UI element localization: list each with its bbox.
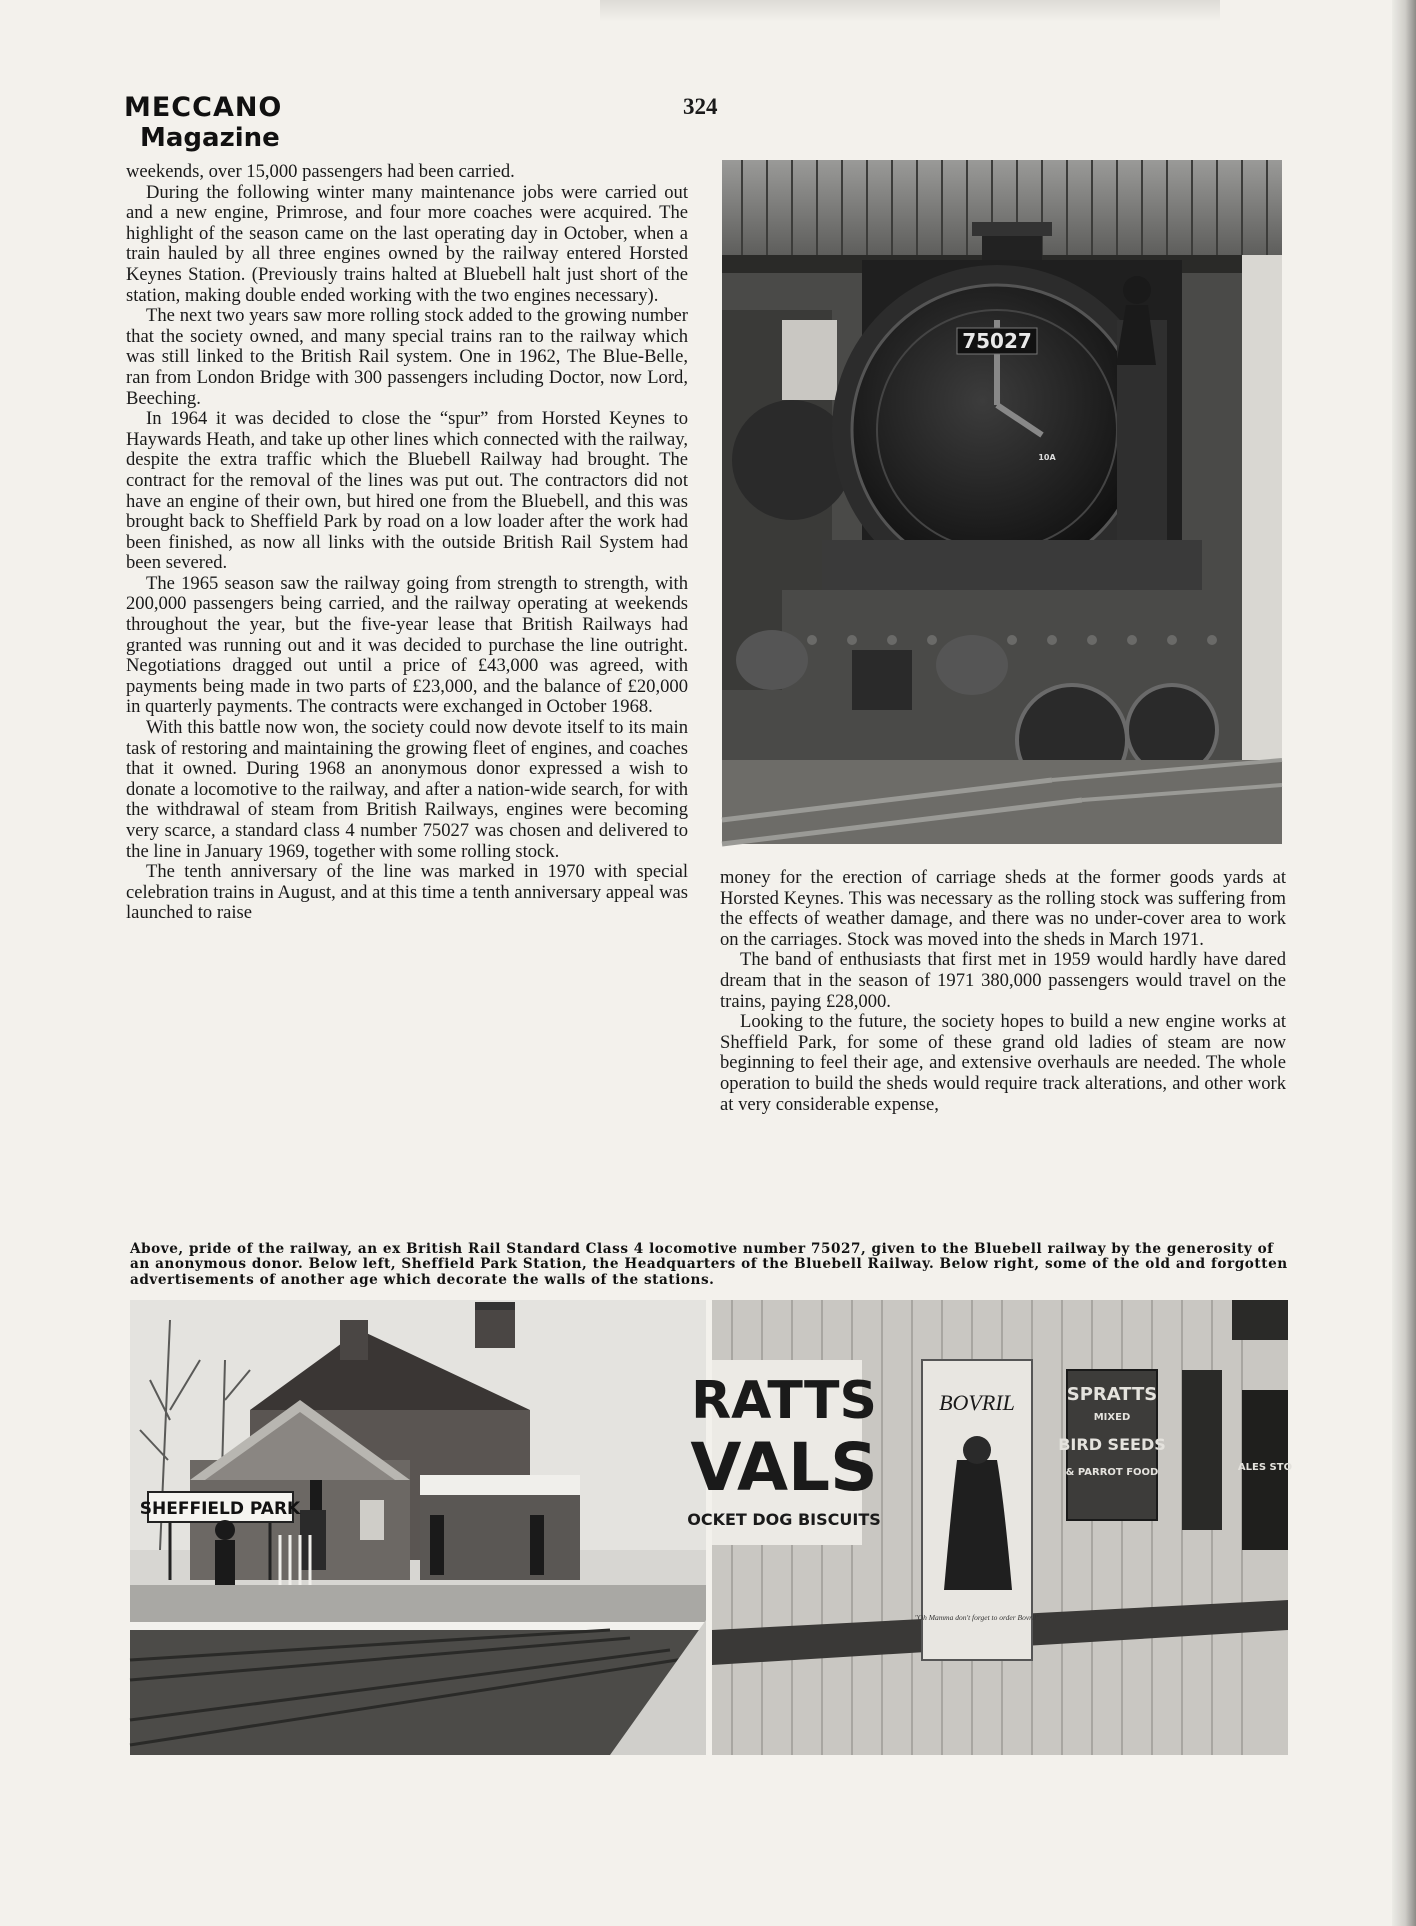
- article-paragraph: money for the erection of carriage sheds at the former goods yards at Horsted Keynes. This was necessary as the rolling stock was suffering from the effects of weather damage, and there was no under-cover area to work on the carriages. Stock was moved into the sheds in March 1971.: [720, 867, 1286, 950]
- article-paragraph: weekends, over 15,000 passengers had been carried.: [126, 161, 515, 182]
- station-photo: [130, 1300, 706, 1755]
- article-column-right: [720, 868, 1286, 1223]
- shed-code-text: 10A: [1038, 453, 1056, 462]
- article-paragraph: The band of enthusiasts that first met in 1959 would hardly have dared dream that in the season of 1971 380,000 passengers would travel on the trains, paying £28,000.: [720, 949, 1286, 1012]
- spratts-ad-mid: MIXED: [1093, 1412, 1131, 1423]
- bovril-ad-script: "Oh Mamma don't forget to order Bovril": [914, 1613, 1040, 1622]
- article-paragraph: The 1965 season saw the railway going from strength to strength, with 200,000 passengers being carried, and the railway operating at weekends throughout the year, but the five-year lease that British Railways had granted was running out and it was decided to purchase the line outright. Negotiations dragged out until a price of £43,000 was agreed, with payments being made in two parts of £23,000, and the balance of £20,000 in quarterly payments. The contracts were exchanged in October 1968.: [126, 572, 688, 718]
- pratts-ad-line2: VALS: [690, 1429, 878, 1506]
- scan-edge-right: [1392, 0, 1416, 1926]
- far-sign-text: ALES STO: [1237, 1462, 1293, 1473]
- masthead-subtitle: Magazine: [140, 123, 280, 153]
- station-nameboard-text: SHEFFIELD PARK: [139, 1499, 301, 1519]
- scan-shadow-top: [600, 0, 1220, 22]
- masthead: [124, 94, 282, 151]
- article-paragraph: The next two years saw more rolling stock added to the growing number that the society owned, and many special trains ran to the railway which was still linked to the British Rail system. One in 1962, The Blue-Belle, ran from London Bridge with 300 passengers including Doctor, now Lord, Beeching.: [126, 305, 688, 409]
- article-paragraph: During the following winter many maintenance jobs were carried out and a new engine, Primrose, and four more coaches were acquired. The highlight of the season came on the last operating day in October, when a train hauled by all three engines owned by the railway entered Horsted Keynes Station. (Previously trains halted at Bluebell halt just short of the station, making double ended working with the two engines necessary).: [126, 181, 688, 306]
- advertisements-photo: [687, 1300, 1293, 1755]
- article-column-left: [126, 162, 688, 1222]
- article-paragraph: The tenth anniversary of the line was marked in 1970 with special celebration trains in August, and at this time a tenth anniversary appeal was launched to raise: [126, 861, 688, 924]
- page-number: 324: [683, 94, 718, 119]
- bovril-ad-title: BOVRIL: [939, 1390, 1015, 1415]
- pratts-ad-line1: RATTS: [691, 1371, 877, 1431]
- spratts-ad-bottom: & PARROT FOOD: [1065, 1467, 1159, 1478]
- spratts-ad-top: SPRATTS: [1066, 1384, 1158, 1405]
- photo-caption: Above, pride of the railway, an ex British Rail Standard Class 4 locomotive number 75027, given to the Bluebell railway by the generosity of an anonymous donor. Below left, Sheffield Park Station, the Headquarters of the Bluebell Railway. Below right, some of the old and forgotten advertisements of another age which decorate the walls of the stations.: [130, 1241, 1288, 1288]
- masthead-title: MECCANO: [124, 92, 283, 123]
- spratts-ad-main: BIRD SEEDS: [1058, 1435, 1166, 1454]
- number-plate-text: 75027: [962, 329, 1032, 353]
- article-paragraph: In 1964 it was decided to close the “spur” from Horsted Keynes to Haywards Heath, and take up other lines which connected with the railway, despite the extra traffic which the Bluebell Railway had brought. The contract for the removal of the lines was put out. The contractors did not have an engine of their own, but hired one from the Bluebell, and this was brought back to Sheffield Park by road on a low loader after the work had been finished, as now all links with the outside British Rail System had been severed.: [126, 408, 688, 574]
- locomotive-photo: [722, 160, 1282, 844]
- article-paragraph: Looking to the future, the society hopes to build a new engine works at Sheffield Park, for some of these grand old ladies of steam are now beginning to feel their age, and extensive overhauls are needed. The whole operation to build the sheds would require track alterations, and other work at very considerable expense,: [720, 1011, 1286, 1115]
- pratts-ad-line3: OCKET DOG BISCUITS: [687, 1510, 881, 1529]
- article-paragraph: With this battle now won, the society could now devote itself to its main task of restoring and maintaining the growing fleet of engines, and coaches that it owned. During 1968 an anonymous donor expressed a wish to donate a locomotive to the railway, and after a nation-wide search, for with the withdrawal of steam from British Railways, engines were becoming very scarce, a standard class 4 number 75027 was chosen and delivered to the line in January 1969, together with some rolling stock.: [126, 717, 688, 862]
